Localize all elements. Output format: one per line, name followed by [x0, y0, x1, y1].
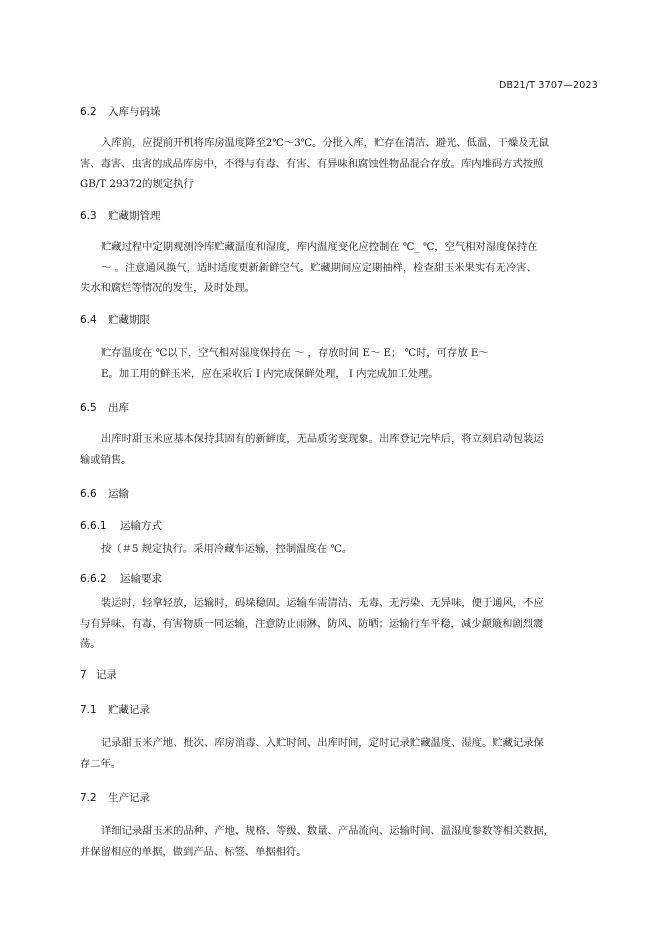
paragraph-7-2 — [80, 821, 598, 862]
section-number: 6.6 — [80, 488, 97, 500]
section-number: 7.2 — [80, 792, 97, 804]
section-heading-7 — [80, 667, 117, 682]
paragraph-line: ～ 。注意通风换气，适时适度更新新鲜空气。贮藏期间应定期抽样，检查甜玉米果实有无冷害、 — [101, 261, 537, 274]
section-heading-6-3 — [80, 208, 161, 223]
paragraph-line: 存二年。 — [80, 757, 122, 770]
section-heading-6-4 — [80, 312, 150, 327]
paragraph-6-6-2 — [80, 593, 598, 655]
paragraph-line: 详细记录甜玉米的品种、产地、规格、等级、数量、产品流向、运输时间、温湿度参数等相关数据， — [101, 825, 555, 837]
section-number: 6.6.2 — [80, 573, 107, 585]
paragraph-7-1 — [80, 733, 598, 774]
section-title: 生产记录 — [108, 792, 150, 804]
paragraph-line: 荡。 — [80, 638, 101, 650]
section-heading-7-2 — [80, 790, 150, 805]
paragraph-6-3 — [80, 237, 598, 299]
paragraph-line: 害、毒害、虫害的成品库房中，不得与有毒、有害、有异味和腐蚀性物品混合存放。库内堆码方式按照 — [80, 157, 544, 170]
paragraph-line: 出库时甜玉米应基本保持其固有的新鲜度，无品质劣变现象。出库登记完毕后，将立刻启动包装运 — [101, 433, 544, 445]
paragraph-line: 入库前，应提前开机将库房温度降至2℃～3℃。分批入库，贮存在清洁、避光、低温、干燥及无鼠 — [101, 137, 550, 149]
section-number: 7.1 — [80, 704, 97, 716]
section-heading-6-6 — [80, 486, 129, 501]
section-heading-6-5 — [80, 400, 129, 415]
section-title: 入库与码垛 — [108, 106, 161, 118]
paragraph-6-4 — [80, 343, 598, 384]
paragraph-line: 与有异味、有毒、有害物质一同运输，注意防止雨淋、防风、防晒；运输行车平稳，减少颠簸和剧烈震 — [80, 617, 544, 630]
section-title: 运输要求 — [120, 573, 162, 585]
section-number: 6.2 — [80, 106, 97, 118]
section-number: 6.4 — [80, 314, 97, 326]
section-title: 运输 — [108, 488, 129, 500]
section-title: 记录 — [96, 669, 117, 681]
section-title: 出库 — [108, 402, 129, 414]
paragraph-line: 输或销售。 — [80, 453, 132, 466]
paragraph-line: 贮存温度在 ℃以下，空气相对湿度保持在 ～ ，存放时间 E～ E； ℃时，可存放 E～ — [101, 347, 489, 359]
paragraph-line: 贮藏过程中定期观测冷库贮藏温度和湿度，库内温度变化应控制在 ℃_ ℃，空气相对湿度保持在 — [101, 241, 538, 253]
section-heading-6-2 — [80, 104, 161, 119]
section-number: 6.3 — [80, 210, 97, 222]
paragraph-6-6-1 — [80, 539, 598, 560]
section-heading-6-6-2 — [80, 571, 162, 586]
paragraph-line: 记录甜玉米产地、批次、库房消毒、入贮时间、出库时间，定时记录贮藏温度、湿度。贮藏记录保 — [101, 737, 544, 749]
paragraph-line: 失水和腐烂等情况的发生，及时处理。 — [80, 282, 256, 294]
paragraph-6-5 — [80, 429, 598, 470]
section-number: 7 — [80, 669, 87, 681]
section-heading-7-1 — [80, 702, 150, 717]
document-number: DB21/T 3707—2023 — [499, 80, 598, 91]
paragraph-6-2 — [80, 133, 598, 195]
paragraph-line: GB/T 29372的规定执行 — [80, 178, 194, 190]
section-title: 贮藏期限 — [108, 314, 150, 326]
section-title: 运输方式 — [120, 520, 162, 532]
section-title: 贮藏记录 — [108, 704, 150, 716]
paragraph-line: 并保留相应的单据，做到产品、标签、单据相符。 — [80, 845, 307, 858]
paragraph-line: 按（＃5 规定执行。采用冷藏车运输，控制温度在 ℃。 — [101, 543, 353, 555]
paragraph-line: E。加工用的鲜玉米，应在采收后 I 内完成保鲜处理， I 内完成加工处理。 — [101, 367, 439, 380]
paragraph-line: 装运时，轻拿轻放，运输时，码垛稳固。运输车需清洁、无毒、无污染、无异味，便于通风，不应 — [101, 597, 544, 609]
section-heading-6-6-1 — [80, 518, 162, 533]
section-number: 6.6.1 — [80, 520, 107, 532]
section-number: 6.5 — [80, 402, 97, 414]
section-title: 贮藏期管理 — [108, 210, 161, 222]
